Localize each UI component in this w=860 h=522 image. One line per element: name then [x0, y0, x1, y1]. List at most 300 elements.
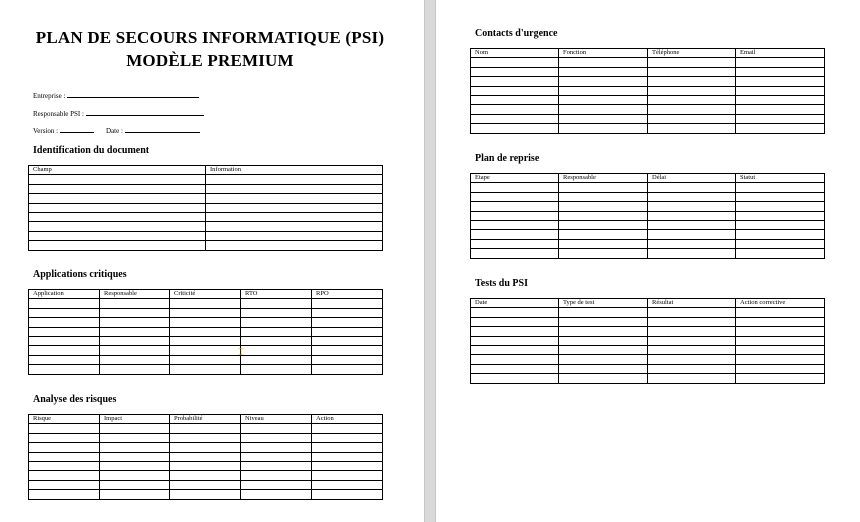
table-row [471, 317, 825, 326]
table-cell[interactable] [471, 249, 559, 258]
table-cell[interactable] [29, 365, 100, 374]
table-header-row [471, 299, 825, 308]
table-cell[interactable] [100, 490, 170, 499]
table-cell[interactable] [736, 77, 825, 86]
table-cell[interactable] [736, 345, 825, 354]
table-cell[interactable] [648, 124, 736, 133]
table-cell[interactable] [471, 327, 559, 336]
table-row [29, 433, 383, 442]
table-cell[interactable] [559, 183, 648, 192]
header-date: Date [471, 299, 559, 308]
table-row [471, 95, 825, 104]
table-cell[interactable] [29, 346, 100, 355]
table-cell[interactable] [471, 374, 559, 383]
table-cell[interactable] [29, 490, 100, 499]
table-cell[interactable] [559, 58, 648, 67]
table-cell[interactable] [100, 471, 170, 480]
table-header-row [471, 174, 825, 183]
table-cell[interactable] [312, 365, 383, 374]
table-cell[interactable] [241, 308, 312, 317]
table-cell[interactable] [648, 58, 736, 67]
responsable-psi-field[interactable] [33, 109, 204, 118]
table-cell[interactable] [736, 308, 825, 317]
table-cell[interactable] [648, 345, 736, 354]
responsable-psi-label: Responsable PSI : [33, 110, 84, 118]
table-row [471, 364, 825, 373]
table-cell[interactable] [648, 355, 736, 364]
table-cell[interactable] [241, 433, 312, 442]
table-cell[interactable] [648, 308, 736, 317]
table-cell[interactable] [471, 355, 559, 364]
table-cell[interactable] [559, 124, 648, 133]
table-cell[interactable] [29, 452, 100, 461]
table-row [29, 184, 383, 193]
table-cell[interactable] [471, 114, 559, 123]
table-row [471, 86, 825, 95]
risques-section-title: Analyse des risques [33, 394, 117, 405]
table-cell[interactable] [312, 490, 383, 499]
table-cell[interactable] [100, 443, 170, 452]
table-row [29, 308, 383, 317]
table-cell[interactable] [648, 86, 736, 95]
table-cell[interactable] [648, 114, 736, 123]
table-row [471, 230, 825, 239]
table-cell[interactable] [648, 327, 736, 336]
table-cell[interactable] [559, 114, 648, 123]
table-cell[interactable] [559, 249, 648, 258]
header-information: Information [206, 166, 383, 175]
table-row [471, 308, 825, 317]
table-row [471, 220, 825, 229]
table-row [471, 202, 825, 211]
table-cell[interactable] [648, 95, 736, 104]
table-cell[interactable] [559, 374, 648, 383]
table-cell[interactable] [471, 124, 559, 133]
table-cell[interactable] [206, 184, 383, 193]
table-cell[interactable] [100, 424, 170, 433]
table-row [29, 212, 383, 221]
table-cell[interactable] [29, 241, 206, 250]
table-cell[interactable] [736, 202, 825, 211]
table-cell[interactable] [471, 220, 559, 229]
table-cell[interactable] [29, 231, 206, 240]
table-cell[interactable] [100, 299, 170, 308]
table-cell[interactable] [312, 346, 383, 355]
table-row [471, 374, 825, 383]
table-cell[interactable] [648, 105, 736, 114]
table-cell[interactable] [241, 318, 312, 327]
table-cell[interactable] [29, 184, 206, 193]
table-cell[interactable] [648, 374, 736, 383]
risques-table[interactable] [28, 414, 383, 500]
table-cell[interactable] [736, 58, 825, 67]
header-responsable: Responsable [100, 290, 170, 299]
table-cell[interactable] [170, 327, 241, 336]
applications-section-title: Applications critiques [33, 269, 127, 280]
table-cell[interactable] [736, 364, 825, 373]
tests-section-title: Tests du PSI [475, 278, 528, 289]
table-header-row [29, 290, 383, 299]
table-cell[interactable] [100, 346, 170, 355]
table-cell[interactable] [736, 249, 825, 258]
table-cell[interactable] [648, 249, 736, 258]
reprise-section-title: Plan de reprise [475, 153, 540, 164]
header-responsable: Responsable [559, 174, 648, 183]
table-row [471, 67, 825, 76]
table-cell[interactable] [736, 124, 825, 133]
table-row [29, 231, 383, 240]
table-cell[interactable] [471, 317, 559, 326]
table-row [29, 175, 383, 184]
table-cell[interactable] [170, 336, 241, 345]
table-row [29, 490, 383, 499]
table-cell[interactable] [312, 318, 383, 327]
responsable-psi-blank-line[interactable] [86, 109, 204, 116]
header-delai: Délai [648, 174, 736, 183]
table-cell[interactable] [559, 230, 648, 239]
contacts-table[interactable] [470, 48, 825, 134]
table-cell[interactable] [559, 202, 648, 211]
table-cell[interactable] [29, 203, 206, 212]
applications-table[interactable] [28, 289, 383, 375]
header-criticite: Criticité [170, 290, 241, 299]
table-cell[interactable] [736, 317, 825, 326]
table-cell[interactable] [100, 433, 170, 442]
table-row [471, 336, 825, 345]
table-cell[interactable] [29, 194, 206, 203]
table-cell[interactable] [170, 365, 241, 374]
table-cell[interactable] [471, 239, 559, 248]
header-type-de-test: Type de test [559, 299, 648, 308]
table-cell[interactable] [736, 336, 825, 345]
table-cell[interactable] [648, 77, 736, 86]
table-cell[interactable] [471, 211, 559, 220]
page-gutter [424, 0, 436, 522]
table-cell[interactable] [206, 231, 383, 240]
table-cell[interactable] [206, 203, 383, 212]
table-cell[interactable] [559, 327, 648, 336]
table-cell[interactable] [312, 443, 383, 452]
table-cell[interactable] [170, 443, 241, 452]
table-row [29, 346, 383, 355]
table-row [471, 105, 825, 114]
header-niveau: Niveau [241, 415, 312, 424]
table-cell[interactable] [736, 105, 825, 114]
table-cell[interactable] [100, 365, 170, 374]
table-cell[interactable] [648, 364, 736, 373]
table-cell[interactable] [170, 433, 241, 442]
table-cell[interactable] [736, 67, 825, 76]
date-field[interactable] [106, 126, 200, 135]
table-cell[interactable] [29, 308, 100, 317]
header-statut: Statut [736, 174, 825, 183]
table-cell[interactable] [29, 433, 100, 442]
table-cell[interactable] [471, 183, 559, 192]
date-label: Date : [106, 127, 123, 135]
table-cell[interactable] [241, 327, 312, 336]
table-cell[interactable] [648, 202, 736, 211]
table-cell[interactable] [241, 443, 312, 452]
table-row [29, 241, 383, 250]
table-cell[interactable] [736, 327, 825, 336]
table-cell[interactable] [312, 299, 383, 308]
table-row [29, 327, 383, 336]
table-cell[interactable] [100, 452, 170, 461]
table-row [29, 443, 383, 452]
header-champ: Champ [29, 166, 206, 175]
table-cell[interactable] [736, 355, 825, 364]
header-etape: Etape [471, 174, 559, 183]
header-telephone: Téléphone [648, 49, 736, 58]
date-blank-line[interactable] [125, 126, 200, 133]
table-row [471, 58, 825, 67]
table-cell[interactable] [100, 336, 170, 345]
table-cell[interactable] [471, 202, 559, 211]
table-row [29, 336, 383, 345]
table-row [29, 203, 383, 212]
header-fonction: Fonction [559, 49, 648, 58]
table-cell[interactable] [241, 299, 312, 308]
table-cell[interactable] [241, 336, 312, 345]
table-row [471, 345, 825, 354]
table-cell[interactable] [648, 230, 736, 239]
table-cell[interactable] [29, 424, 100, 433]
table-header-row [29, 415, 383, 424]
table-cell[interactable] [471, 336, 559, 345]
table-cell[interactable] [170, 471, 241, 480]
table-cell[interactable] [471, 364, 559, 373]
table-cell[interactable] [471, 345, 559, 354]
table-cell[interactable] [206, 222, 383, 231]
header-resultat: Résultat [648, 299, 736, 308]
table-row [29, 365, 383, 374]
table-cell[interactable] [29, 318, 100, 327]
table-cell[interactable] [29, 355, 100, 364]
table-row [29, 461, 383, 470]
table-row [471, 327, 825, 336]
table-cell[interactable] [170, 461, 241, 470]
header-action-corrective: Action corrective [736, 299, 825, 308]
entreprise-blank-line[interactable] [67, 91, 199, 98]
table-cell[interactable] [471, 230, 559, 239]
table-cell[interactable] [241, 355, 312, 364]
table-row [29, 452, 383, 461]
table-cell[interactable] [736, 239, 825, 248]
header-risque: Risque [29, 415, 100, 424]
table-cell[interactable] [471, 95, 559, 104]
table-cell[interactable] [736, 183, 825, 192]
table-cell[interactable] [241, 346, 312, 355]
table-cell[interactable] [241, 461, 312, 470]
table-cell[interactable] [648, 220, 736, 229]
table-cell[interactable] [312, 327, 383, 336]
table-cell[interactable] [100, 461, 170, 470]
table-cell[interactable] [29, 336, 100, 345]
table-cell[interactable] [559, 239, 648, 248]
table-cell[interactable] [471, 86, 559, 95]
header-impact: Impact [100, 415, 170, 424]
table-row [29, 222, 383, 231]
header-action: Action [312, 415, 383, 424]
table-cell[interactable] [559, 77, 648, 86]
table-cell[interactable] [559, 345, 648, 354]
table-cell[interactable] [100, 318, 170, 327]
table-row [471, 114, 825, 123]
table-cell[interactable] [648, 211, 736, 220]
header-email: Email [736, 49, 825, 58]
table-cell[interactable] [170, 308, 241, 317]
table-cell[interactable] [559, 308, 648, 317]
table-cell[interactable] [241, 480, 312, 489]
document-page-left [0, 0, 424, 522]
table-cell[interactable] [29, 461, 100, 470]
table-row [471, 192, 825, 201]
document-subtitle: MODÈLE PREMIUM [126, 51, 294, 70]
table-cell[interactable] [736, 374, 825, 383]
table-cell[interactable] [29, 175, 206, 184]
version-label: Version : [33, 127, 59, 135]
table-cell[interactable] [206, 241, 383, 250]
table-header-row [471, 49, 825, 58]
table-cell[interactable] [170, 480, 241, 489]
table-cell[interactable] [170, 318, 241, 327]
table-cell[interactable] [471, 77, 559, 86]
table-cell[interactable] [736, 220, 825, 229]
table-cell[interactable] [471, 308, 559, 317]
entreprise-field[interactable] [33, 91, 199, 100]
table-cell[interactable] [559, 67, 648, 76]
table-cell[interactable] [736, 95, 825, 104]
document-page-right [436, 0, 860, 522]
table-cell[interactable] [312, 461, 383, 470]
table-cell[interactable] [29, 443, 100, 452]
table-row [471, 211, 825, 220]
table-cell[interactable] [471, 105, 559, 114]
table-row [471, 77, 825, 86]
table-cell[interactable] [736, 114, 825, 123]
table-row [471, 355, 825, 364]
table-cell[interactable] [312, 355, 383, 364]
table-cell[interactable] [29, 212, 206, 221]
table-cell[interactable] [100, 308, 170, 317]
table-cell[interactable] [559, 192, 648, 201]
table-cell[interactable] [471, 67, 559, 76]
table-cell[interactable] [312, 452, 383, 461]
table-cell[interactable] [648, 317, 736, 326]
table-row [29, 194, 383, 203]
table-row [29, 471, 383, 480]
table-cell[interactable] [648, 192, 736, 201]
table-cell[interactable] [312, 424, 383, 433]
table-cell[interactable] [241, 365, 312, 374]
table-cell[interactable] [241, 452, 312, 461]
entreprise-label: Entreprise : [33, 92, 66, 100]
table-cell[interactable] [29, 480, 100, 489]
table-header-row [29, 166, 383, 175]
table-cell[interactable] [736, 192, 825, 201]
identification-section-title: Identification du document [33, 145, 150, 156]
table-row [471, 239, 825, 248]
table-cell[interactable] [559, 86, 648, 95]
table-cell[interactable] [312, 433, 383, 442]
table-cell[interactable] [736, 86, 825, 95]
version-blank-line[interactable] [60, 126, 94, 133]
table-cell[interactable] [241, 490, 312, 499]
table-cell[interactable] [29, 299, 100, 308]
table-cell[interactable] [170, 490, 241, 499]
version-field[interactable] [33, 126, 94, 135]
table-row [29, 318, 383, 327]
table-cell[interactable] [206, 194, 383, 203]
table-row [471, 183, 825, 192]
table-cell[interactable] [736, 230, 825, 239]
table-cell[interactable] [559, 105, 648, 114]
table-cell[interactable] [312, 471, 383, 480]
table-cell[interactable] [170, 355, 241, 364]
table-cell[interactable] [648, 239, 736, 248]
header-rto: RTO [241, 290, 312, 299]
table-cell[interactable] [206, 212, 383, 221]
table-cell[interactable] [559, 364, 648, 373]
table-cell[interactable] [559, 317, 648, 326]
table-cell[interactable] [29, 222, 206, 231]
table-cell[interactable] [100, 327, 170, 336]
document-title: PLAN DE SECOURS INFORMATIQUE (PSI) [35, 28, 385, 47]
table-row [471, 249, 825, 258]
table-cell[interactable] [29, 327, 100, 336]
table-cell[interactable] [312, 308, 383, 317]
table-row [471, 124, 825, 133]
table-cell[interactable] [170, 346, 241, 355]
table-cell[interactable] [100, 480, 170, 489]
table-cell[interactable] [100, 355, 170, 364]
table-cell[interactable] [736, 211, 825, 220]
table-cell[interactable] [241, 424, 312, 433]
table-row [29, 480, 383, 489]
table-cell[interactable] [206, 175, 383, 184]
header-nom: Nom [471, 49, 559, 58]
table-cell[interactable] [471, 58, 559, 67]
table-cell[interactable] [559, 220, 648, 229]
table-cell[interactable] [170, 299, 241, 308]
table-row [29, 299, 383, 308]
table-cell[interactable] [471, 192, 559, 201]
header-probabilite: Probabilité [170, 415, 241, 424]
table-cell[interactable] [559, 336, 648, 345]
table-cell[interactable] [312, 336, 383, 345]
table-cell[interactable] [312, 480, 383, 489]
table-cell[interactable] [559, 211, 648, 220]
table-cell[interactable] [648, 67, 736, 76]
text-cursor-icon: ⌶ [238, 347, 244, 358]
table-cell[interactable] [170, 452, 241, 461]
contacts-section-title: Contacts d'urgence [475, 28, 558, 39]
header-rpo: RPO [312, 290, 383, 299]
table-row [29, 355, 383, 364]
tests-table[interactable] [470, 298, 825, 384]
table-row [29, 424, 383, 433]
header-application: Application [29, 290, 100, 299]
table-cell[interactable] [29, 471, 100, 480]
table-cell[interactable] [648, 183, 736, 192]
table-cell[interactable] [170, 424, 241, 433]
identification-table[interactable] [28, 165, 383, 251]
reprise-table[interactable] [470, 173, 825, 259]
table-cell[interactable] [559, 95, 648, 104]
table-cell[interactable] [241, 471, 312, 480]
table-cell[interactable] [648, 336, 736, 345]
table-cell[interactable] [559, 355, 648, 364]
